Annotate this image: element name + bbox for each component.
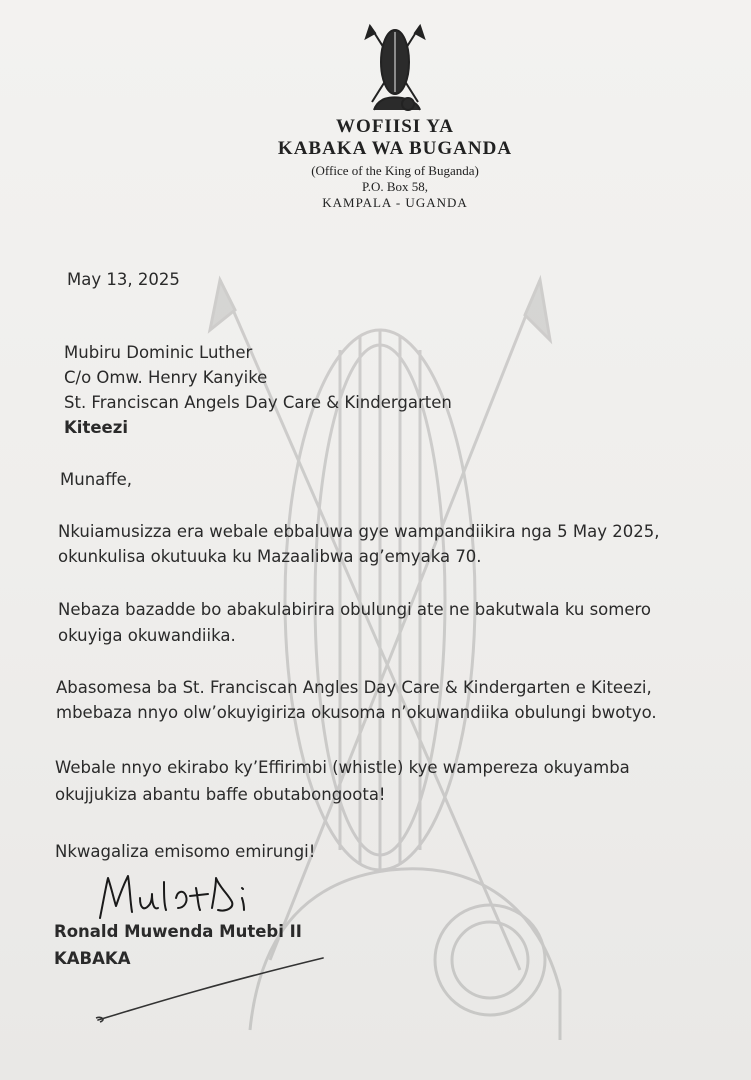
paragraph-1-line-2: okunkulisa okutuuka ku Mazaalibwa ag’emyaka 70. <box>58 547 482 566</box>
paragraph-1-line-1: Nkuiamusizza era webale ebbaluwa gye wampandiikira nga 5 May 2025, <box>58 522 660 541</box>
letterhead-line-2: KABAKA WA BUGANDA <box>277 138 513 159</box>
letter-date: May 13, 2025 <box>67 270 180 289</box>
letterhead-city: KAMPALA - UGANDA <box>322 195 468 210</box>
recipient-name: Mubiru Dominic Luther <box>64 343 253 362</box>
letterhead-line-1: WOFIISI YA <box>336 116 454 137</box>
paragraph-2-line-1: Nebaza bazadde bo abakulabirira obulungi ate ne bakutwala ku somero <box>58 600 652 619</box>
recipient-care-of: C/o Omw. Henry Kanyike <box>64 368 268 387</box>
recipient-location: Kiteezi <box>64 418 128 437</box>
handwritten-signature-icon <box>92 868 272 928</box>
salutation: Munaffe, <box>60 470 133 489</box>
closing-line: Nkwagaliza emisomo emirungi! <box>55 842 316 861</box>
paragraph-3-line-2: mbebaza nnyo olw’okuyigiriza okusoma n’okuwandiika obulungi bwotyo. <box>56 703 657 722</box>
signatory-title: KABAKA <box>54 949 131 968</box>
paragraph-3-line-1: Abasomesa ba St. Franciscan Angles Day Care & Kindergarten e Kiteezi, <box>56 678 652 697</box>
kingdom-crest-icon <box>360 22 430 114</box>
paragraph-4-line-2: okujjukiza abantu baffe obutabongoota! <box>55 785 386 804</box>
letterhead-po-box: P.O. Box 58, <box>361 179 429 194</box>
watermark-emblem-icon <box>190 270 630 1060</box>
signature-flourish-icon <box>88 950 328 1030</box>
paragraph-4-line-1: Webale nnyo ekirabo ky’Effirimbi (whistle) kye wampereza okuyamba <box>55 758 630 777</box>
recipient-organization: St. Franciscan Angels Day Care & Kindergarten <box>64 393 452 412</box>
paragraph-2-line-2: okuyiga okuwandiika. <box>58 626 236 645</box>
signatory-name: Ronald Muwenda Mutebi II <box>54 922 302 941</box>
letterhead-office-english: (Office of the King of Buganda) <box>311 163 479 178</box>
